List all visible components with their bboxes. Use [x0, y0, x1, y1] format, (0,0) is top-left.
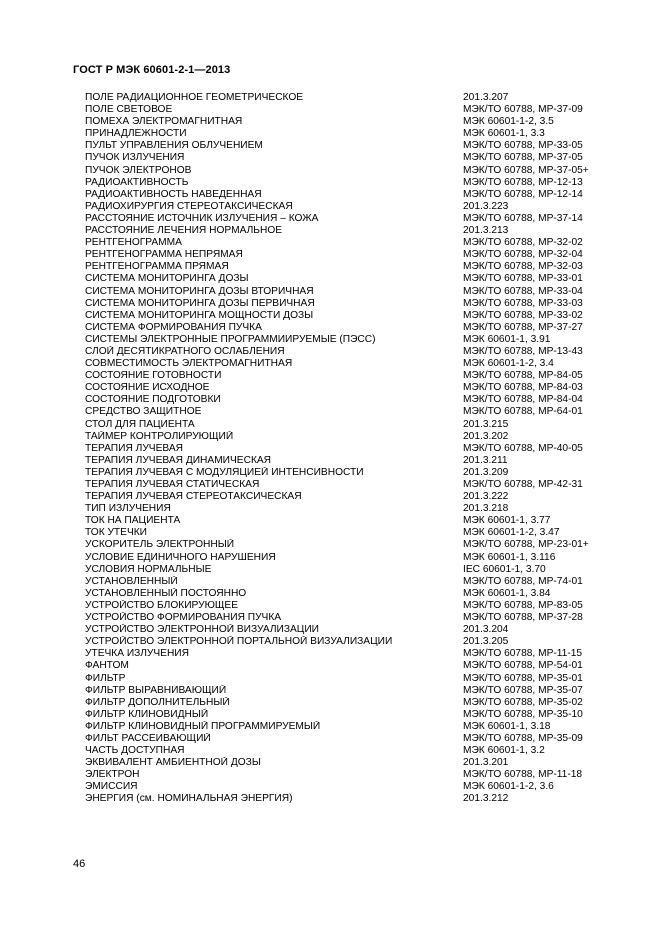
term-row [85, 165, 605, 177]
term-row [85, 527, 605, 539]
term-reference: МЭК/ТО 60788, МР-23-01+ [463, 539, 589, 551]
term-name: ПУЧОК ЭЛЕКТРОНОВ [85, 164, 192, 176]
term-row [85, 745, 605, 757]
term-reference: МЭК/ТО 60788, МР-11-18 [463, 769, 583, 781]
term-reference: МЭК/ТО 60788, МР-83-05 [463, 599, 583, 611]
term-name: ФИЛЬТР КЛИНОВИДНЫЙ [85, 708, 209, 720]
term-name: ПУЧОК ИЗЛУЧЕНИЯ [85, 152, 185, 164]
term-name: ПОЛЕ РАДИАЦИОННОЕ ГЕОМЕТРИЧЕСКОЕ [85, 92, 304, 103]
term-name: ТАЙМЕР КОНТРОЛИРУЮЩИЙ [85, 430, 234, 442]
term-name: УСЛОВИЯ НОРМАЛЬНЫЕ [85, 563, 212, 575]
term-reference: 201.3.218 [463, 503, 509, 515]
term-row [85, 781, 605, 793]
term-row [85, 552, 605, 564]
term-row [85, 92, 605, 104]
term-name: ПОМЕХА ЭЛЕКТРОМАГНИТНАЯ [85, 116, 243, 128]
term-name: СТОЛ ДЛЯ ПАЦИЕНТА [85, 418, 195, 430]
term-reference: МЭК/ТО 60788, МР-37-28 [463, 612, 583, 624]
term-row [85, 189, 605, 201]
term-row [85, 576, 605, 588]
term-reference: IEC 60601-1, 3.70 [463, 563, 546, 575]
term-row [85, 140, 605, 152]
term-row [85, 104, 605, 116]
term-row [85, 225, 605, 237]
term-reference: МЭК 60601-1, 3.3 [463, 128, 545, 140]
term-name: ТОК УТЕЧКИ [85, 527, 147, 539]
term-name: ТЕРАПИЯ ЛУЧЕВАЯ ДИНАМИЧЕСКАЯ [85, 454, 272, 466]
term-row [85, 334, 605, 346]
term-row [85, 685, 605, 697]
term-name: ФАНТОМ [85, 660, 129, 672]
term-reference: МЭК/ТО 60788, МР-84-04 [463, 394, 583, 406]
term-index-list [85, 92, 605, 806]
term-reference: 201.3.202 [463, 430, 509, 442]
term-name: СОВМЕСТИМОСТЬ ЭЛЕКТРОМАГНИТНАЯ [85, 358, 293, 370]
term-row [85, 358, 605, 370]
term-row [85, 491, 605, 503]
term-reference: 201.3.207 [463, 92, 509, 103]
term-name: ФИЛЬТР ДОПОЛНИТЕЛЬНЫЙ [85, 696, 230, 708]
term-row [85, 128, 605, 140]
term-reference: МЭК/ТО 60788, МР-13-43 [463, 345, 583, 357]
term-reference: МЭК 60601-1, 3.84 [463, 587, 551, 599]
term-name: УСТАНОВЛЕННЫЙ ПОСТОЯННО [85, 587, 247, 599]
term-row [85, 733, 605, 745]
term-name: СИСТЕМЫ ЭЛЕКТРОННЫЕ ПРОГРАММИИРУЕМЫЕ (ПЭСС) [85, 333, 376, 345]
term-name: ТЕРАПИЯ ЛУЧЕВАЯ СТЕРЕОТАКСИЧЕСКАЯ [85, 491, 302, 503]
term-row [85, 503, 605, 515]
term-reference: 201.3.201 [463, 757, 509, 769]
term-name: СИСТЕМА МОНИТОРИНГА ДОЗЫ [85, 273, 249, 285]
term-row [85, 406, 605, 418]
term-row [85, 793, 605, 805]
term-reference: 201.3.212 [463, 793, 509, 805]
term-name: ЭЛЕКТРОН [85, 769, 140, 781]
term-reference: МЭК/ТО 60788, МР-35-07 [463, 684, 583, 696]
term-row [85, 177, 605, 189]
page-number: 46 [73, 858, 86, 870]
term-row [85, 757, 605, 769]
term-row [85, 322, 605, 334]
term-name: РЕНТГЕНОГРАММА [85, 237, 182, 249]
term-reference: МЭК 60601-1-2, 3.47 [463, 527, 560, 539]
term-row [85, 624, 605, 636]
term-name: РЕНТГЕНОГРАММА НЕПРЯМАЯ [85, 249, 243, 261]
term-reference: МЭК/ТО 60788, МР-33-04 [463, 285, 583, 297]
term-row [85, 648, 605, 660]
term-row [85, 201, 605, 213]
term-row [85, 116, 605, 128]
term-name: ПУЛЬТ УПРАВЛЕНИЯ ОБЛУЧЕНИЕМ [85, 140, 263, 152]
term-reference: 201.3.205 [463, 636, 509, 648]
term-reference: МЭК/ТО 60788, МР-32-03 [463, 261, 583, 273]
term-reference: МЭК/ТО 60788, МР-35-09 [463, 732, 583, 744]
term-row [85, 273, 605, 285]
term-name: УСТРОЙСТВО ФОРМИРОВАНИЯ ПУЧКА [85, 612, 282, 624]
term-name: ТЕРАПИЯ ЛУЧЕВАЯ С МОДУЛЯЦИЕЙ ИНТЕНСИВНОСТИ [85, 466, 364, 478]
term-name: ТЕРАПИЯ ЛУЧЕВАЯ СТАТИЧЕСКАЯ [85, 479, 260, 490]
term-reference: МЭК 60601-1, 3.2 [463, 745, 545, 757]
term-reference: МЭК 60601-1, 3.116 [463, 551, 556, 563]
term-reference: 201.3.213 [463, 225, 509, 237]
term-row [85, 515, 605, 527]
term-reference: МЭК 60601-1, 3.18 [463, 720, 551, 732]
term-name: СОСТОЯНИЕ ГОТОВНОСТИ [85, 370, 222, 382]
term-reference: МЭК/ТО 60788, МР-40-05 [463, 442, 583, 454]
term-name: УСКОРИТЕЛЬ ЭЛЕКТРОННЫЙ [85, 539, 235, 551]
term-row [85, 310, 605, 322]
term-row [85, 479, 605, 491]
term-row [85, 382, 605, 394]
term-name: СОСТОЯНИЕ ИСХОДНОЕ [85, 382, 210, 394]
term-name: УСТАНОВЛЕННЫЙ [85, 575, 178, 587]
term-reference: МЭК/ТО 60788, МР-37-14 [463, 212, 583, 224]
term-reference: МЭК 60601-1-2, 3.4 [463, 358, 554, 370]
term-row [85, 612, 605, 624]
term-row [85, 286, 605, 298]
term-reference: МЭК 60601-1, 3.91 [463, 333, 551, 345]
term-row [85, 213, 605, 225]
term-reference: 201.3.223 [463, 200, 509, 212]
term-reference: МЭК 60601-1-2, 3.6 [463, 781, 554, 793]
term-name: СРЕДСТВО ЗАЩИТНОЕ [85, 406, 202, 418]
term-name: СИСТЕМА МОНИТОРИНГА ДОЗЫ ВТОРИЧНАЯ [85, 285, 314, 297]
term-row [85, 346, 605, 358]
term-reference: МЭК/ТО 60788, МР-37-27 [463, 321, 583, 333]
term-row [85, 249, 605, 261]
term-row [85, 467, 605, 479]
term-name: СИСТЕМА ФОРМИРОВАНИЯ ПУЧКА [85, 321, 262, 333]
term-row [85, 564, 605, 576]
term-reference: МЭК/ТО 60788, МР-33-03 [463, 297, 583, 309]
term-reference: МЭК/ТО 60788, МР-11-15 [463, 648, 583, 660]
term-name: УСТРОЙСТВО ЭЛЕКТРОННОЙ ВИЗУАЛИЗАЦИИ [85, 624, 319, 636]
term-reference: МЭК/ТО 60788, МР-37-05 [463, 152, 583, 164]
term-row [85, 769, 605, 781]
term-name: ЭНЕРГИЯ (см. НОМИНАЛЬНАЯ ЭНЕРГИЯ) [85, 793, 293, 805]
term-name: ЧАСТЬ ДОСТУПНАЯ [85, 745, 185, 757]
term-name: ФИЛЬТР [85, 672, 126, 684]
term-name: ТЕРАПИЯ ЛУЧЕВАЯ [85, 442, 183, 454]
term-name: РЕНТГЕНОГРАММА ПРЯМАЯ [85, 261, 229, 273]
term-name: РАДИОХИРУРГИЯ СТЕРЕОТАКСИЧЕСКАЯ [85, 200, 293, 212]
term-reference: МЭК/ТО 60788, МР-12-13 [463, 176, 583, 188]
page-header: ГОСТ Р МЭК 60601-2-1—2013 [73, 64, 231, 76]
term-name: СЛОЙ ДЕСЯТИКРАТНОГО ОСЛАБЛЕНИЯ [85, 345, 285, 357]
term-row [85, 660, 605, 672]
term-reference: МЭК/ТО 60788, МР-42-31 [463, 479, 583, 490]
term-name: УСЛОВИЕ ЕДИНИЧНОГО НАРУШЕНИЯ [85, 551, 276, 563]
term-reference: МЭК/ТО 60788, МР-33-01 [463, 273, 583, 285]
term-name: ФИЛЬТ РАССЕИВАЮЩИЙ [85, 732, 211, 744]
term-row [85, 237, 605, 249]
term-row [85, 298, 605, 310]
term-reference: МЭК/ТО 60788, МР-33-05 [463, 140, 583, 152]
term-reference: МЭК/ТО 60788, МР-35-02 [463, 696, 583, 708]
term-reference: 201.3.209 [463, 466, 509, 478]
term-name: ФИЛЬТР КЛИНОВИДНЫЙ ПРОГРАММИРУЕМЫЙ [85, 720, 321, 732]
term-name: ТОК НА ПАЦИЕНТА [85, 515, 181, 527]
term-reference: 201.3.211 [463, 454, 508, 466]
term-row [85, 455, 605, 467]
term-name: СОСТОЯНИЕ ПОДГОТОВКИ [85, 394, 221, 406]
term-name: ЭМИССИЯ [85, 781, 138, 793]
term-row [85, 673, 605, 685]
term-reference: МЭК/ТО 60788, МР-54-01 [463, 660, 583, 672]
term-name: РАССТОЯНИЕ ЛЕЧЕНИЯ НОРМАЛЬНОЕ [85, 225, 283, 237]
term-row [85, 636, 605, 648]
term-name: УСТРОЙСТВО БЛОКИРУЮЩЕЕ [85, 599, 239, 611]
term-row [85, 709, 605, 721]
term-name: ТИП ИЗЛУЧЕНИЯ [85, 503, 171, 515]
term-reference: МЭК/ТО 60788, МР-64-01 [463, 406, 583, 418]
term-row [85, 721, 605, 733]
term-reference: МЭК/ТО 60788, МР-37-05+ [463, 164, 589, 176]
term-row [85, 370, 605, 382]
term-name: ЭКВИВАЛЕНТ АМБИЕНТНОЙ ДОЗЫ [85, 757, 261, 769]
term-reference: МЭК 60601-1, 3.77 [463, 515, 551, 527]
term-reference: МЭК/ТО 60788, МР-74-01 [463, 575, 583, 587]
term-reference: МЭК/ТО 60788, МР-32-02 [463, 237, 583, 249]
term-reference: 201.3.222 [463, 491, 509, 503]
term-reference: МЭК 60601-1-2, 3.5 [463, 116, 554, 128]
term-row [85, 419, 605, 431]
term-row [85, 261, 605, 273]
term-name: СИСТЕМА МОНИТОРИНГА ДОЗЫ ПЕРВИЧНАЯ [85, 297, 315, 309]
term-reference: МЭК/ТО 60788, МР-35-10 [463, 708, 583, 720]
term-row [85, 600, 605, 612]
term-reference: МЭК/ТО 60788, МР-84-05 [463, 370, 583, 382]
term-reference: 201.3.215 [463, 418, 509, 430]
term-reference: МЭК/ТО 60788, МР-32-04 [463, 249, 583, 261]
term-name: ПРИНАДЛЕЖНОСТИ [85, 128, 187, 140]
term-row [85, 539, 605, 551]
term-name: ПОЛЕ СВЕТОВОЕ [85, 104, 173, 116]
term-name: ФИЛЬТР ВЫРАВНИВАЮЩИЙ [85, 684, 227, 696]
term-reference: 201.3.204 [463, 624, 509, 636]
term-row [85, 697, 605, 709]
term-name: РАДИОАКТИВНОСТЬ НАВЕДЕННАЯ [85, 188, 262, 200]
term-reference: МЭК/ТО 60788, МР-84-03 [463, 382, 583, 394]
term-reference: МЭК/ТО 60788, МР-33-02 [463, 309, 583, 321]
term-reference: МЭК/ТО 60788, МР-12-14 [463, 188, 583, 200]
term-row [85, 431, 605, 443]
term-reference: МЭК/ТО 60788, МР-37-09 [463, 104, 583, 116]
term-row [85, 588, 605, 600]
term-row [85, 152, 605, 164]
term-row [85, 394, 605, 406]
term-name: РАДИОАКТИВНОСТЬ [85, 176, 189, 188]
term-name: УТЕЧКА ИЗЛУЧЕНИЯ [85, 648, 189, 660]
term-name: РАССТОЯНИЕ ИСТОЧНИК ИЗЛУЧЕНИЯ – КОЖА [85, 212, 319, 224]
term-name: УСТРОЙСТВО ЭЛЕКТРОННОЙ ПОРТАЛЬНОЙ ВИЗУАЛИЗАЦИИ [85, 636, 393, 648]
term-reference: МЭК/ТО 60788, МР-35-01 [463, 672, 583, 684]
term-name: СИСТЕМА МОНИТОРИНГА МОЩНОСТИ ДОЗЫ [85, 309, 314, 321]
term-row [85, 443, 605, 455]
